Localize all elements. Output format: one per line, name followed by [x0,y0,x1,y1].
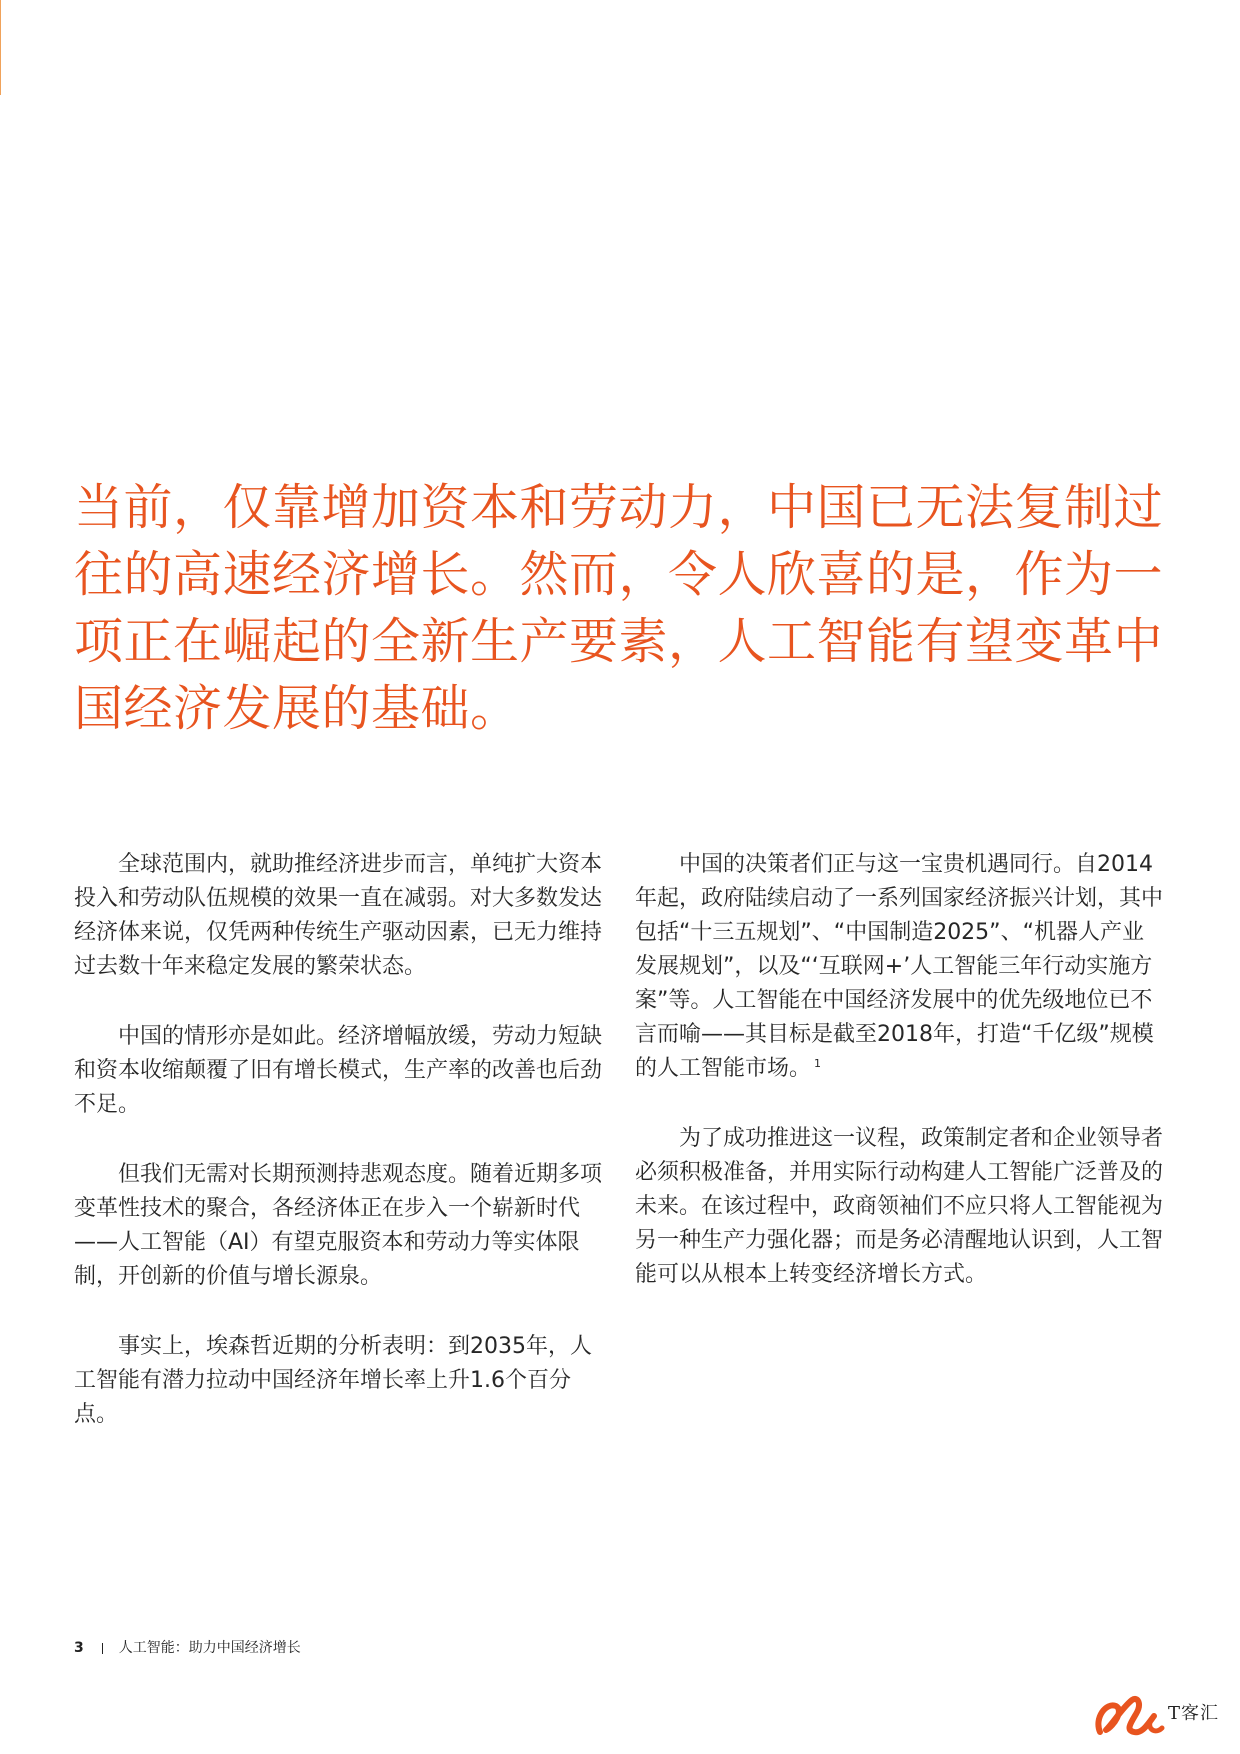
page-number: 3 [74,1640,84,1656]
body-paragraph: 但我们无需对长期预测持悲观态度。随着近期多项变革性技术的聚合，各经济体正在步入一个崭新时代——人工智能（AI）有望克服资本和劳动力等实体限制，开创新的价值与增长源泉。 [74,1162,603,1289]
right-column [635,848,1165,1328]
body-paragraph: 全球范围内，就助推经济进步而言，单纯扩大资本投入和劳动队伍规模的效果一直在减弱。对大多数发达经济体来说，仅凭两种传统生产驱动因素，已无力维持过去数十年来稳定发展的繁荣状态。 [74,852,603,979]
footnote-reference[interactable]: 1 [814,1056,822,1070]
page-headline: 当前，仅靠增加资本和劳动力，中国已无法复制过往的高速经济增长。然而，令人欣喜的是，作为一项正在崛起的全新生产要素，人工智能有望变革中国经济发展的基础。 [74,479,1164,737]
paragraph-text: 中国的决策者们正与这一宝贵机遇同行。自2014年起，政府陆续启动了一系列国家经济振兴计划，其中包括“十三五规划”、“中国制造2025”、“机器人产业发展规划”，以及“‘互联网+’人工智能三年行动实施方案”等。人工智能在中国经济发展中的优先级地位已不言而喻——其目标是截至2018年，打造“千亿级”规模的人工智能市场。 [635,852,1164,1081]
watermark-text: T客汇 [1168,1703,1220,1724]
footer-separator [102,1643,103,1654]
body-paragraph [635,848,1165,1086]
footer-title: 人工智能：助力中国经济增长 [118,1640,301,1656]
body-paragraph: 中国的情形亦是如此。经济增幅放缓，劳动力短缺和资本收缩颠覆了旧有增长模式，生产率的改善也后劲不足。 [74,1024,603,1117]
page-footer [74,1638,301,1658]
body-paragraph: 为了成功推进这一议程，政策制定者和企业领导者必须积极准备，并用实际行动构建人工智能广泛普及的未来。在该过程中，政商领袖们不应只将人工智能视为另一种生产力强化器；而是务必清醒地认识到，人工智能可以从根本上转变经济增长方式。 [635,1126,1164,1287]
top-edge-rule [0,0,1,95]
left-column [74,848,604,1468]
body-paragraph: 事实上，埃森哲近期的分析表明：到2035年，人工智能有潜力拉动中国经济年增长率上升1.6个百分点。 [74,1334,592,1427]
